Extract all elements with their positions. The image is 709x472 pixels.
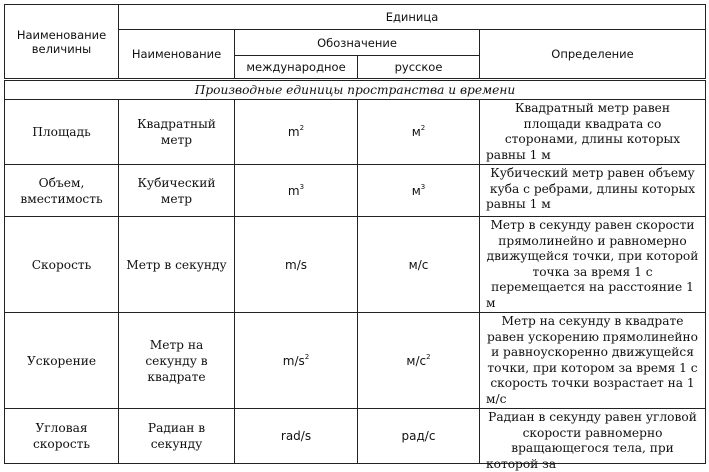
table-row [5, 217, 706, 313]
russian-exponent: 3 [420, 182, 426, 191]
russian-exponent: 2 [426, 352, 431, 361]
russian-symbol-cell [358, 217, 480, 313]
russian-symbol-cell [358, 100, 480, 165]
header-international: международное [235, 56, 358, 80]
intl-symbol: rad/s [280, 429, 312, 443]
russian-symbol: м/с [406, 353, 427, 368]
quantity-cell: Угловая скорость [5, 409, 119, 464]
units-table [4, 4, 706, 471]
unit-name-cell: Метр на секунду в квадрате [119, 313, 235, 409]
table-row [5, 100, 706, 165]
quantity-cell: Ускорение [5, 313, 119, 409]
intl-symbol-cell [235, 165, 358, 217]
definition-cell: Квадратный метр равен площади квадрата со сторонами, длины которых равны 1 м [480, 100, 706, 165]
header-russian: русское [358, 56, 480, 80]
russian-symbol: м [411, 125, 421, 139]
intl-exponent: 3 [299, 182, 305, 191]
intl-symbol: m [287, 125, 300, 139]
definition-cell: Метр на секунду в квадрате равен ускорению прямолинейно и равноускоренно движущейся точки, при котором за время 1 с скорость точки возрастает на 1 м/с [480, 313, 706, 409]
table-row [5, 409, 706, 464]
table-row [5, 165, 706, 217]
intl-symbol-cell [235, 409, 358, 464]
header-quantity: Наименование величины [5, 5, 119, 80]
intl-symbol-cell [235, 100, 358, 165]
intl-exponent: 2 [299, 124, 305, 132]
russian-symbol-cell [358, 409, 480, 464]
unit-name-cell: Метр в секунду [119, 217, 235, 313]
quantity-cell: Скорость [5, 217, 119, 313]
unit-name-cell: Кубический метр [119, 165, 235, 217]
definition-cell [480, 409, 706, 471]
intl-symbol: m [287, 183, 300, 198]
header-unit-group: Единица [119, 5, 706, 30]
definition-text: Радиан в секунду равен угловой скорости равномерно вращающегося тела, при которой за [486, 410, 697, 471]
quantity-cell: Площадь [5, 100, 119, 165]
intl-symbol: m/s [285, 257, 307, 272]
quantity-cell: Объем, вместимость [5, 165, 119, 217]
header-definition: Определение [480, 30, 706, 80]
unit-name-cell: Радиан в секунду [119, 409, 235, 464]
header-name: Наименование [119, 30, 235, 80]
russian-exponent: 2 [420, 124, 426, 132]
russian-symbol: м [411, 183, 421, 198]
definition-cell: Метр в секунду равен скорости прямолинейно и равномерно движущейся точки, при которой точка за время 1 с перемещается на расстояние 1 м [480, 217, 706, 313]
russian-symbol-cell [358, 165, 480, 217]
russian-symbol: м/с [408, 257, 429, 272]
table-row [5, 313, 706, 409]
russian-symbol: рад/с [401, 429, 436, 443]
unit-name-cell: Квадратный метр [119, 100, 235, 165]
header-designation: Обозначение [235, 30, 480, 56]
intl-symbol-cell [235, 217, 358, 313]
section-title: Производные единицы пространства и времени [5, 80, 706, 100]
russian-symbol-cell [358, 313, 480, 409]
intl-symbol: m/s [282, 353, 305, 368]
intl-symbol-cell [235, 313, 358, 409]
definition-cell: Кубический метр равен объему куба с ребрами, длины которых равны 1 м [480, 165, 706, 217]
intl-exponent: 2 [304, 352, 310, 361]
